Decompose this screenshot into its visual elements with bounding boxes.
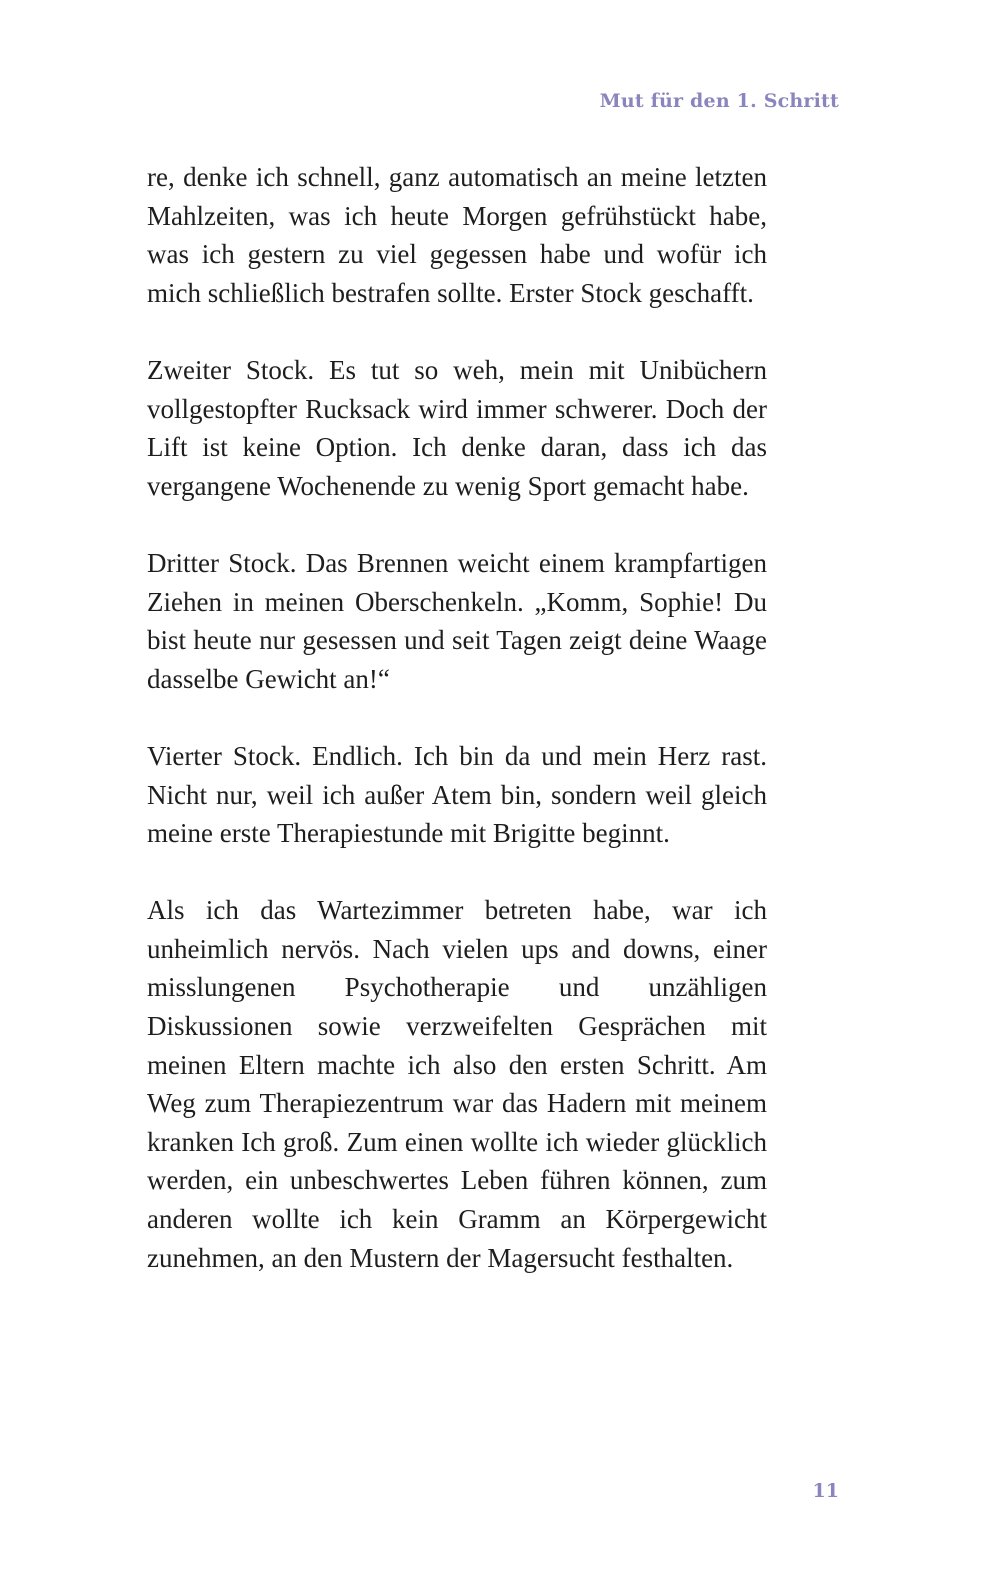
paragraph-3: Dritter Stock. Das Brennen weicht einem krampfartigen Ziehen in meinen Oberschenkeln. „Komm, Sophie! Du bist heute nur gesessen und seit Tagen zeigt deine Waage dasselbe Gewicht an!“ [147,547,767,694]
paragraph-1: re, denke ich schnell, ganz automatisch an meine letzten Mahlzeiten, was ich heute Morgen gefrühstückt habe, was ich gestern zu viel gegessen habe und wofür ich mich schließlich bestrafen sollte. Erster Stock geschafft. [147,162,767,308]
paragraph-4: Vierter Stock. Endlich. Ich bin da und mein Herz rast. Nicht nur, weil ich außer Atem bin, sondern weil gleich meine erste Therapiestunde mit Brigitte beginnt. [147,740,767,849]
paragraph-2: Zweiter Stock. Es tut so weh, mein mit Unibüchern vollgestopfter Rucksack wird immer schwerer. Doch der Lift ist keine Option. Ich denke daran, dass ich das vergangene Wochenende zu wenig Sport gemacht habe. [147,354,767,501]
paragraph-5: Als ich das Wartezimmer betreten habe, war ich unheimlich nervös. Nach vielen ups and downs, einer misslungenen Psychotherapie und unzähligen Diskussionen sowie verzweifelten Gesprächen mit meinen Eltern machte ich also den ersten Schritt. Am Weg zum Therapiezentrum war das Hadern mit meinem kranken Ich groß. Zum einen wollte ich wieder glücklich werden, ein unbeschwertes Leben führen können, zum anderen wollte ich kein Gramm an Körpergewicht zunehmen, an den Mustern der Magersucht festhalten. [147,895,767,1273]
running-header-chapter-title: Mut für den 1. Schritt [599,90,839,112]
page-number: 11 [812,1480,839,1502]
body-text [147,158,767,1277]
